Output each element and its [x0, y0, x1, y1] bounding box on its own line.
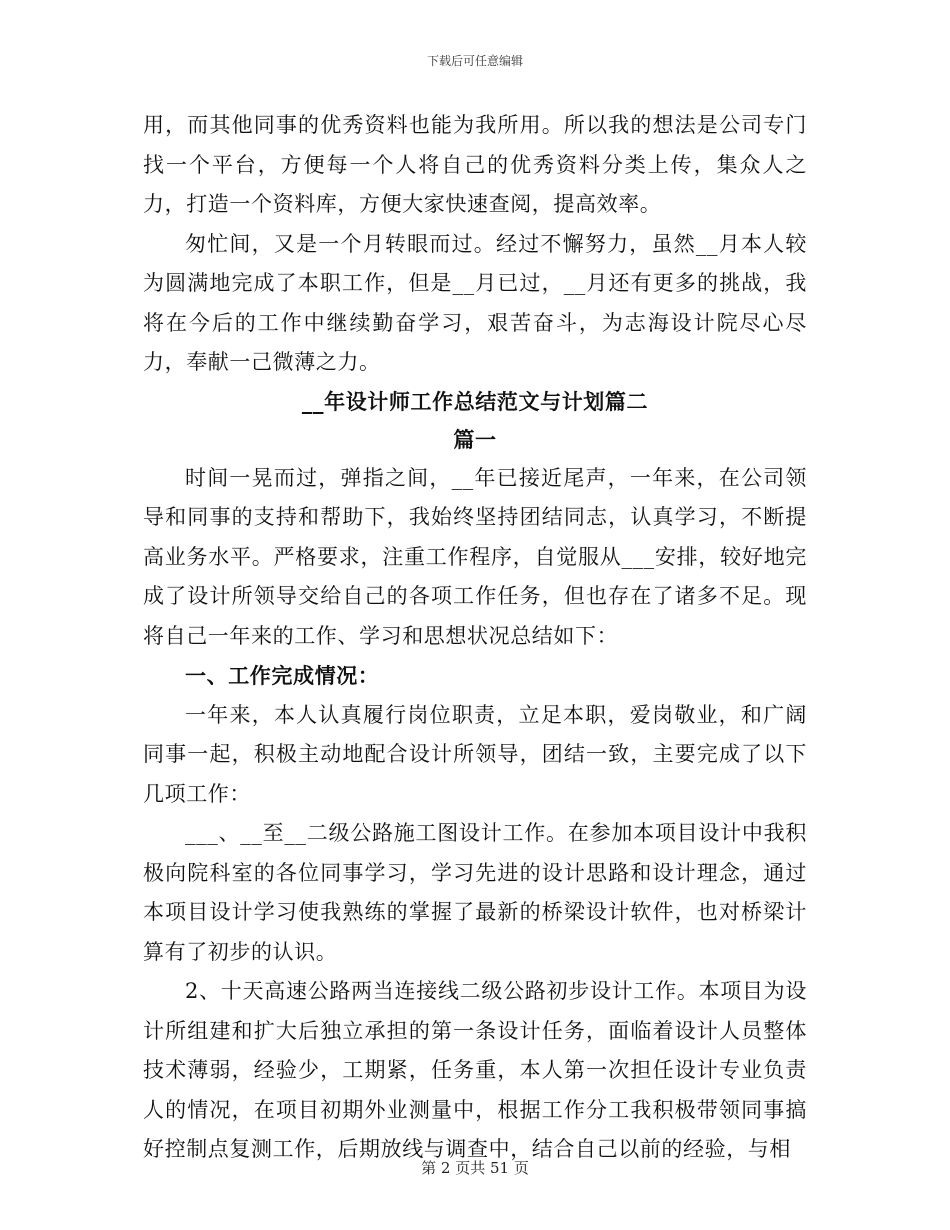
paragraph-month-summary: 匆忙间，又是一个月转眼而过。经过不懈努力，虽然__月本人较为圆满地完成了本职工作，但是__月已过，__月还有更多的挑战，我将在今后的工作中继续勤奋学习，艰苦奋斗，为志海设计院尽心尽力，奉献一己微薄之力。: [143, 231, 807, 374]
paragraph-continuation: 用，而其他同事的优秀资料也能为我所用。所以我的想法是公司专门找一个平台，方便每一个人将自己的优秀资料分类上传，集众人之力，打造一个资料库，方便大家快速查阅，提高效率。: [143, 113, 807, 216]
section-subtitle: 篇一: [453, 426, 497, 452]
document-body: [143, 106, 807, 1170]
paragraph-work-item-2: 2、十天高速公路两当连接线二级公路初步设计工作。本项目为设计所组建和扩大后独立承担的第一条设计任务，面临着设计人员整体技术薄弱，经验少，工期紧，任务重，本人第一次担任设计专业负责人的情况，在项目初期外业测量中，根据工作分工我积极带领同事搞好控制点复测工作，后期放线与调查中，结合自己以前的经验，与相: [143, 979, 807, 1161]
heading-work-completion: 一、工作完成情况：: [185, 663, 380, 688]
paragraph-work-item-1: ___、__至__二级公路施工图设计工作。在参加本项目设计中我积极向院科室的各位同事学习，学习先进的设计思路和设计理念，通过本项目设计学习使我熟练的掌握了最新的桥梁设计软件，也对桥梁计算有了初步的认识。: [143, 821, 807, 964]
page-header-note: 下载后可任意编辑: [426, 54, 523, 68]
section-title: __年设计师工作总结范文与计划篇二: [301, 388, 649, 414]
page-footer: 第 2 页共 51 页: [421, 1159, 529, 1177]
paragraph-work-overview: 一年来，本人认真履行岗位职责，立足本职，爱岗敬业，和广阔同事一起，积极主动地配合设计所领导，团结一致，主要完成了以下几项工作：: [143, 702, 807, 806]
paragraph-intro: 时间一晃而过，弹指之间，__年已接近尾声，一年来，在公司领导和同事的支持和帮助下，我始终坚持团结同志，认真学习，不断提高业务水平。严格要求，注重工作程序，自觉服从___安排，较好地完成了设计所领导交给自己的各项工作任务，但也存在了诸多不足。现将自己一年来的工作、学习和思想状况总结如下：: [143, 465, 807, 648]
